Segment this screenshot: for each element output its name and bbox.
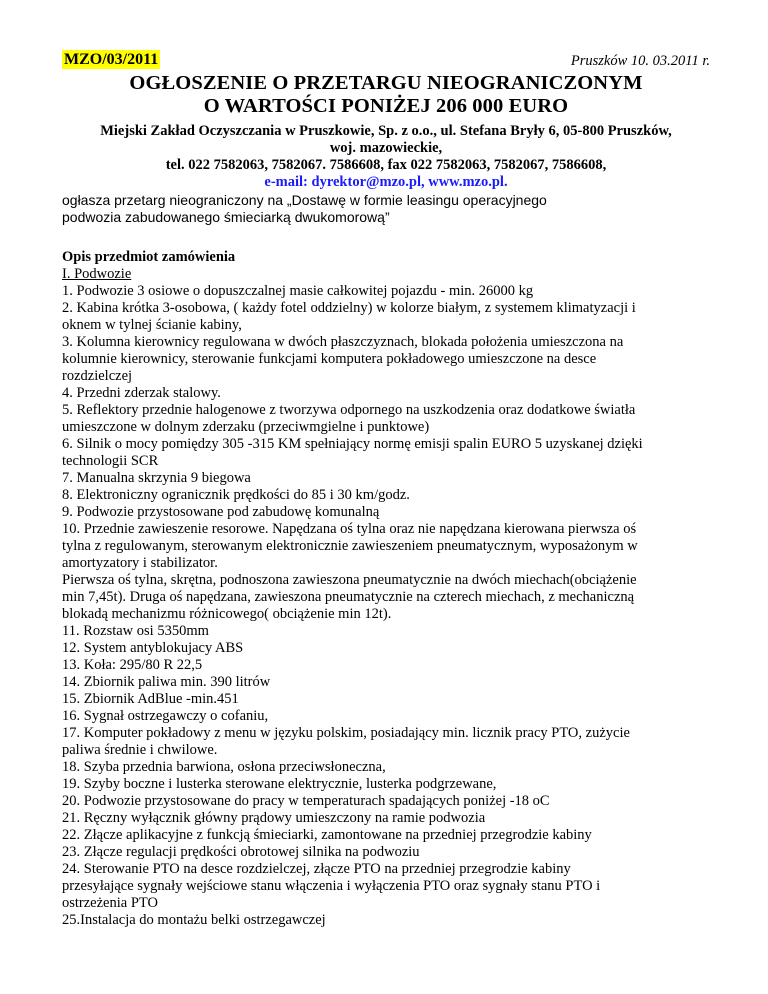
- list-item: amortyzatory i stabilizator.: [62, 555, 218, 571]
- list-item: 20. Podwozie przystosowane do pracy w temperaturach spadających poniżej -18 oC: [62, 793, 550, 809]
- list-item: 10. Przednie zawieszenie resorowe. Napędzana oś tylna oraz nie napędzana kierowana pierwsza oś: [62, 521, 637, 537]
- list-item: rozdzielczej: [62, 368, 133, 384]
- announcement-line-2: podwozia zabudowanego śmieciarką dwukomorową”: [62, 209, 390, 225]
- announcement: [62, 192, 710, 226]
- document-page: [62, 48, 710, 929]
- list-item: technologii SCR: [62, 453, 159, 469]
- organization-block: [62, 123, 710, 191]
- subsection-heading: I. Podwozie: [62, 266, 132, 282]
- list-item: 2. Kabina krótka 3-osobowa, ( każdy fotel oddzielny) w kolorze białym, z systemem klimatyzacji i: [62, 300, 636, 316]
- list-item: Pierwsza oś tylna, skrętna, podnoszona zawieszona pneumatycznie na dwóch miechach(obciążenie: [62, 572, 637, 588]
- title-line-1: OGŁOSZENIE O PRZETARGU NIEOGRANICZONYM: [129, 72, 643, 94]
- list-item: 17. Komputer pokładowy z menu w języku polskim, posiadający min. licznik pracy PTO, zużycie: [62, 725, 630, 741]
- list-item: 21. Ręczny wyłącznik główny prądowy umieszczony na ramie podwozia: [62, 810, 486, 826]
- place-and-date: Pruszków 10. 03.2011 r.: [570, 53, 710, 69]
- list-item: 7. Manualna skrzynia 9 biegowa: [62, 470, 251, 486]
- list-item: 8. Elektroniczny ogranicznik prędkości do 85 i 30 km/godz.: [62, 487, 410, 503]
- section-heading: Opis przedmiot zamówienia: [62, 249, 236, 265]
- list-item: 3. Kolumna kierownicy regulowana w dwóch płaszczyznach, blokada położenia umieszczona na: [62, 334, 624, 350]
- document-title: [62, 72, 710, 118]
- announcement-line-1: ogłasza przetarg nieograniczony na „Dostawę w formie leasingu operacyjnego: [62, 192, 547, 208]
- list-item: 19. Szyby boczne i lusterka sterowane elektrycznie, lusterka podgrzewane,: [62, 776, 497, 792]
- organization-region: woj. mazowieckie,: [329, 140, 443, 156]
- list-item: 25.Instalacja do montażu belki ostrzegawczej: [62, 912, 326, 928]
- list-item: paliwa średnie i chwilowe.: [62, 742, 218, 758]
- list-item: 11. Rozstaw osi 5350mm: [62, 623, 209, 639]
- list-item: 13. Koła: 295/80 R 22,5: [62, 657, 203, 673]
- list-item: 14. Zbiornik paliwa min. 390 litrów: [62, 674, 271, 690]
- header-row: [62, 48, 710, 72]
- list-item: ostrzeżenia PTO: [62, 895, 158, 911]
- list-item: 9. Podwozie przystosowane pod zabudowę komunalną: [62, 504, 380, 520]
- list-item: 6. Silnik o mocy pomiędzy 305 -315 KM spełniający normę emisji spalin EURO 5 uzyskanej dzięki: [62, 436, 643, 452]
- title-line-2: O WARTOŚCI PONIŻEJ 206 000 EURO: [203, 95, 569, 117]
- item-list: [62, 283, 710, 929]
- list-item: blokadą mechanizmu różnicowego( obciążenie min 12t).: [62, 606, 392, 622]
- list-item: 1. Podwozie 3 osiowe o dopuszczalnej masie całkowitej pojazdu - min. 26000 kg: [62, 283, 534, 299]
- list-item: tylna z regulowanym, sterowanym elektronicznie zawieszeniem pneumatycznym, wyposażonym w: [62, 538, 638, 554]
- list-item: 16. Sygnał ostrzegawczy o cofaniu,: [62, 708, 269, 724]
- organization-email: e-mail: dyrektor@mzo.pl, www.mzo.pl.: [264, 174, 508, 190]
- list-item: umieszczone w dolnym zderzaku (przeciwmgielne i punktowe): [62, 419, 430, 435]
- organization-address: Miejski Zakład Oczyszczania w Pruszkowie, Sp. z o.o., ul. Stefana Bryły 6, 05-800 Pruszków,: [100, 123, 672, 139]
- list-item: 23. Złącze regulacji prędkości obrotowej silnika na podwoziu: [62, 844, 420, 860]
- organization-phone: tel. 022 7582063, 7582067. 7586608, fax 022 7582063, 7582067, 7586608,: [165, 157, 607, 173]
- list-item: kolumnie kierownicy, sterowanie funkcjami komputera pokładowego umieszczone na desce: [62, 351, 597, 367]
- list-item: 22. Złącze aplikacyjne z funkcją śmieciarki, zamontowane na przedniej przegrodzie kabiny: [62, 827, 592, 843]
- list-item: 4. Przedni zderzak stalowy.: [62, 385, 221, 401]
- reference-number: MZO/03/2011: [64, 51, 159, 68]
- list-item: przesyłające sygnały wejściowe stanu włączenia i wyłączenia PTO oraz sygnały stanu PTO i: [62, 878, 601, 894]
- list-item: 12. System antyblokujacy ABS: [62, 640, 244, 656]
- list-item: oknem w tylnej ścianie kabiny,: [62, 317, 242, 333]
- list-item: 15. Zbiornik AdBlue -min.451: [62, 691, 239, 707]
- list-item: 18. Szyba przednia barwiona, osłona przeciwsłoneczna,: [62, 759, 386, 775]
- list-item: 5. Reflektory przednie halogenowe z tworzywa odpornego na uszkodzenia oraz dodatkowe światła: [62, 402, 636, 418]
- list-item: 24. Sterowanie PTO na desce rozdzielczej, złącze PTO na przedniej przegrodzie kabiny: [62, 861, 571, 877]
- list-item: min 7,45t). Druga oś napędzana, zawieszona pneumatycznie na czterech miechach, z mechaniczną: [62, 589, 635, 605]
